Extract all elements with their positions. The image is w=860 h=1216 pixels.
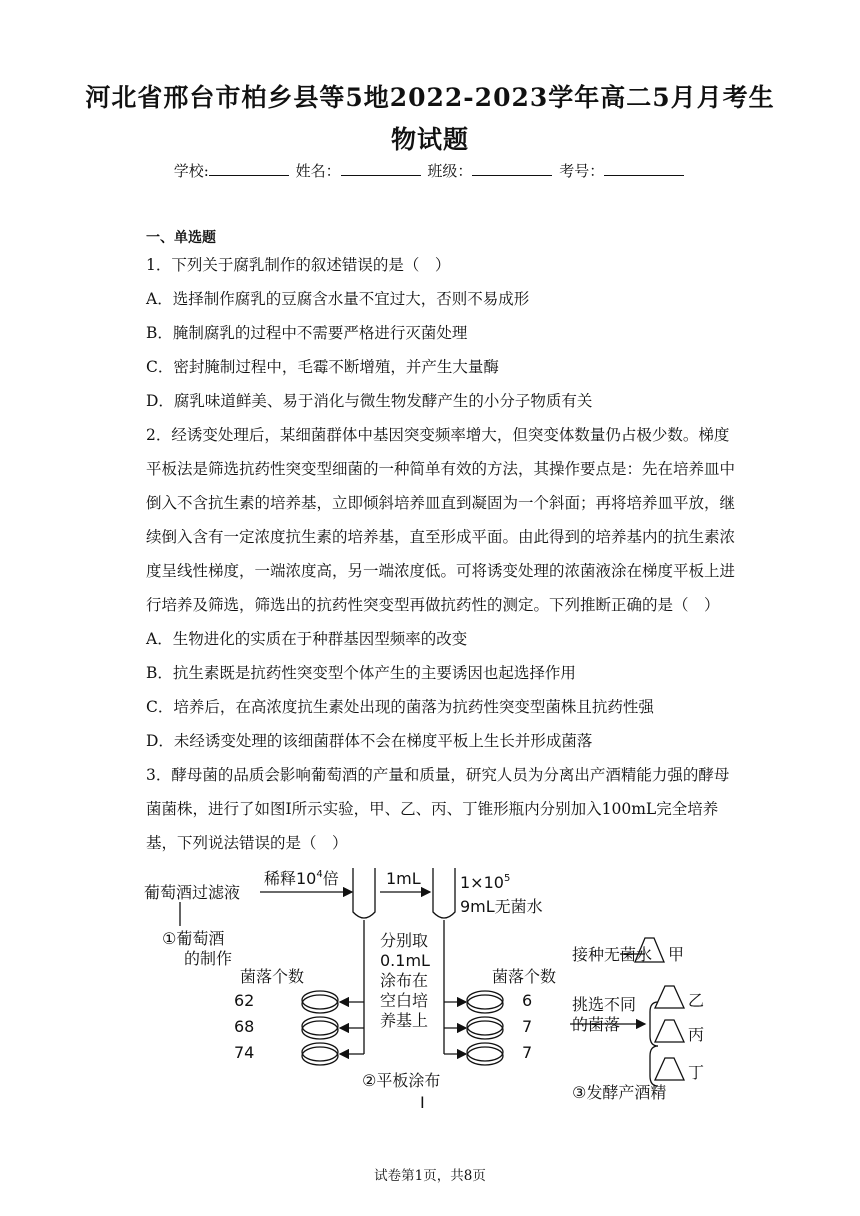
svg-text:稀释104倍 xyxy=(264,869,339,888)
step3-label: ③发酵产酒精 xyxy=(572,1083,667,1102)
step2-label: ②平板涂布 xyxy=(362,1071,441,1090)
q3-stem-line: 菌菌株，进行了如图Ⅰ所示实验，甲、乙、丙、丁锥形瓶内分别加入100mL完全培养 xyxy=(146,800,719,818)
page-title-line1: 河北省邢台市柏乡县等5地2022-2023学年高二5月月考生 xyxy=(85,83,775,112)
q2-stem-line: 倒入不含抗生素的培养基，立即倾斜培养皿直到凝固为一个斜面；再将培养皿平放，继 xyxy=(146,494,736,512)
tube2-water: 9mL无菌水 xyxy=(460,897,543,916)
school-blank xyxy=(209,161,289,176)
q1-option-d: D．腐乳味道鲜美、易于消化与微生物发酵产生的小分子物质有关 xyxy=(146,392,593,410)
filtrate-label: 葡萄酒过滤液 xyxy=(144,883,241,902)
colony-label-right: 菌落个数 xyxy=(492,967,557,986)
student-info xyxy=(0,160,860,181)
svg-text:1×105 xyxy=(460,873,510,892)
test-tube-1 xyxy=(353,868,375,918)
q2-stem-line: 行培养及筛选，筛选出的抗药性突变型再做抗药性的测定。下列推断正确的是（ ） xyxy=(146,596,720,614)
pick-label: 的菌落 xyxy=(572,1015,621,1034)
tube2-count: 1×10 xyxy=(460,873,504,892)
q3-stem-line: 基，下列说法错误的是（ ） xyxy=(146,834,348,852)
take-label: 空白培 xyxy=(380,991,429,1010)
right-count: 6 xyxy=(522,991,533,1010)
dilute-label: 稀释10 xyxy=(264,869,317,888)
flask-jia-label: 甲 xyxy=(668,945,685,964)
transfer-label: 1mL xyxy=(386,869,421,888)
figure-roman: Ⅰ xyxy=(420,1093,425,1112)
section-title: 一、单选题 xyxy=(146,230,216,246)
dilute-tail: 倍 xyxy=(322,869,339,888)
q2-stem-line: 2．经诱变处理后，某细菌群体中基因突变频率增大，但突变体数量仍占极少数。梯度 xyxy=(146,426,730,444)
take-label: 分别取 xyxy=(380,931,429,950)
q2-option-a: A．生物进化的实质在于种群基因型频率的改变 xyxy=(146,630,468,648)
take-label: 涂布在 xyxy=(380,971,429,990)
flask-ding xyxy=(655,1058,684,1080)
q1-option-c: C．密封腌制过程中，毛霉不断增殖，并产生大量酶 xyxy=(146,358,499,376)
take-label: 0.1mL xyxy=(380,951,430,970)
flask-bing-label: 丙 xyxy=(688,1025,705,1044)
left-count: 74 xyxy=(234,1043,255,1062)
exam-no-blank xyxy=(604,161,684,176)
dilute-exp: 4 xyxy=(316,869,323,880)
left-count: 62 xyxy=(234,991,255,1010)
flask-bing xyxy=(655,1020,684,1042)
q1-stem: 1．下列关于腐乳制作的叙述错误的是（ ） xyxy=(146,256,451,274)
flask-ding-label: 丁 xyxy=(688,1063,705,1082)
flask-yi-label: 乙 xyxy=(688,991,705,1010)
step1-label: ①葡萄酒 xyxy=(162,929,225,948)
q2-option-d: D．未经诱变处理的该细菌群体不会在梯度平板上生长并形成菌落 xyxy=(146,732,593,750)
flask-yi xyxy=(655,986,684,1008)
colony-label-left: 菌落个数 xyxy=(240,967,305,986)
tube2-exp: 5 xyxy=(503,873,511,884)
name-blank xyxy=(341,161,421,176)
q1-option-b: B．腌制腐乳的过程中不需要严格进行灭菌处理 xyxy=(146,324,468,342)
page-title-line2: 物试题 xyxy=(390,125,469,154)
experiment-figure xyxy=(140,862,720,1124)
q2-option-c: C．培养后，在高浓度抗生素处出现的菌落为抗药性突变型菌株且抗药性强 xyxy=(146,698,654,716)
right-count: 7 xyxy=(522,1017,533,1036)
q1-option-a: A．选择制作腐乳的豆腐含水量不宜过大，否则不易成形 xyxy=(146,290,530,308)
name-label: 姓名： xyxy=(295,162,341,180)
right-count: 7 xyxy=(522,1043,533,1062)
take-label: 养基上 xyxy=(380,1011,429,1030)
page-footer: 试卷第1页，共8页 xyxy=(374,1168,486,1184)
left-count: 68 xyxy=(234,1017,255,1036)
q2-option-b: B．抗生素既是抗药性突变型个体产生的主要诱因也起选择作用 xyxy=(146,664,576,682)
class-label: 班级： xyxy=(427,162,473,180)
q3-stem-line: 3．酵母菌的品质会影响葡萄酒的产量和质量，研究人员为分离出产酒精能力强的酵母 xyxy=(146,766,730,784)
class-blank xyxy=(472,161,552,176)
pick-label: 挑选不同 xyxy=(572,995,637,1014)
exam-no-label: 考号： xyxy=(559,162,605,180)
q2-stem-line: 续倒入含有一定浓度抗生素的培养基，直至形成平面。由此得到的培养基内的抗生素浓 xyxy=(146,528,736,546)
q2-stem-line: 度呈线性梯度，一端浓度高，另一端浓度低。可将诱变处理的浓菌液涂在梯度平板上进 xyxy=(146,562,736,580)
test-tube-2 xyxy=(433,868,455,918)
q2-stem-line: 平板法是筛选抗药性突变型细菌的一种简单有效的方法，其操作要点是：先在培养皿中 xyxy=(146,460,736,478)
inoculate-label: 接种无菌水 xyxy=(572,945,653,964)
school-label: 学校: xyxy=(173,162,209,180)
step1-label: 的制作 xyxy=(184,949,233,968)
